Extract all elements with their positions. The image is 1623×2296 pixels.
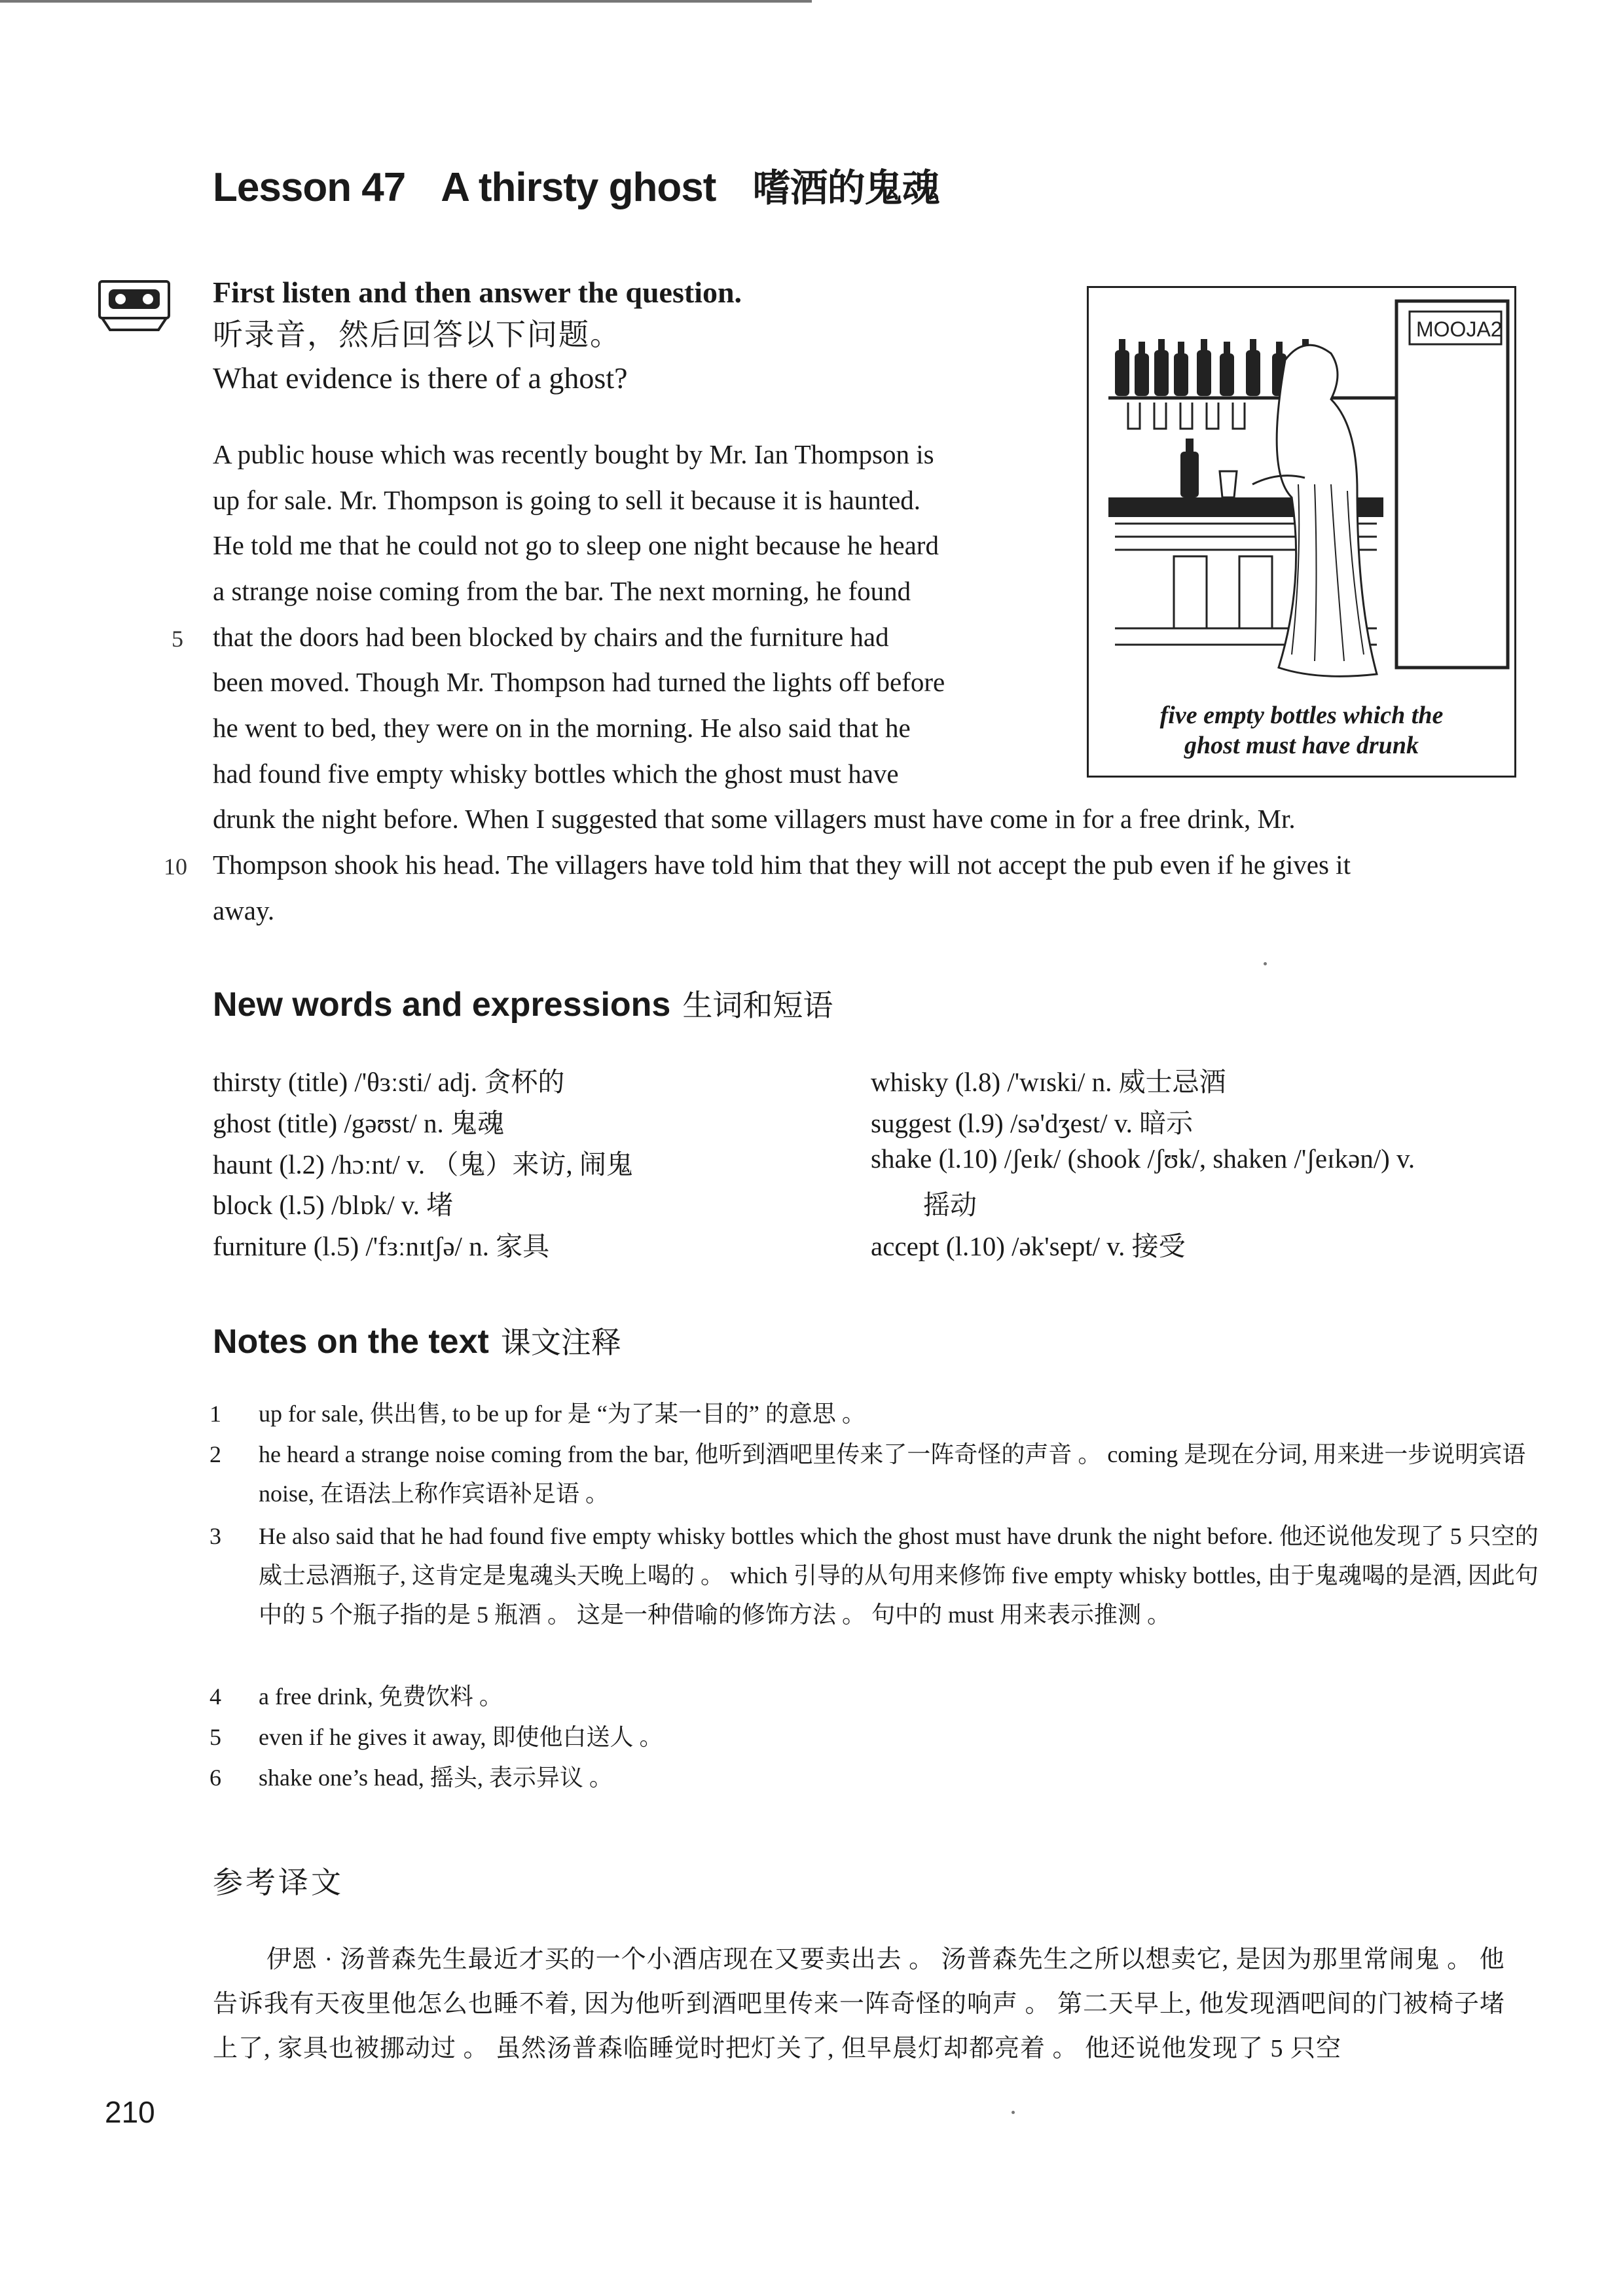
vocab-entry: furniture (l.5) /'fɜːnɪtʃə/ n. 家具 (213, 1231, 550, 1261)
lesson-title (213, 157, 966, 212)
note-text: he heard a strange noise coming from the bar, 他听到酒吧里传来了一阵奇怪的声音 。 coming 是现在分词, 用来进一步说明宾语 noise, 在语法上称作宾语补足语 。 (259, 1441, 1526, 1507)
new-words-heading (213, 982, 833, 1025)
vocab-entry: whisky (l.8) /'wɪski/ n. 威士忌酒 (871, 1067, 1226, 1097)
vocab-entry: thirsty (title) /'θɜːsti/ adj. 贪杯的 (213, 1067, 565, 1097)
passage-line: had found five empty whisky bottles which the ghost must have (213, 759, 899, 789)
cassette-icon (98, 280, 170, 332)
passage-line: away. (213, 895, 275, 925)
passage-line: Thompson shook his head. The villagers have told him that they will not accept the pub even if he gives it (213, 850, 1351, 880)
lesson-number: Lesson 47 (213, 165, 406, 210)
vocab-entry: shake (l.10) /ʃeɪk/ (shook /ʃʊk/, shaken /'ʃeɪkən/) v. (871, 1143, 1415, 1174)
notes-heading (213, 1319, 621, 1362)
caption-line: ghost must have drunk (1184, 732, 1419, 759)
passage-line: up for sale. Mr. Thompson is going to sell it because it is haunted. (213, 485, 921, 515)
notes-title: Notes on the text (213, 1323, 489, 1361)
passage-line: that the doors had been blocked by chairs and the furniture had (213, 622, 889, 652)
passage-line: he went to bed, they were on in the morning. He also said that he (213, 713, 911, 743)
notes-title-cn: 课文注释 (500, 1326, 621, 1359)
bar-scene-drawing (1089, 288, 1514, 694)
vocab-entry: suggest (l.9) /sə'dʒest/ v. 暗示 (871, 1108, 1194, 1138)
note-number: 3 (210, 1523, 221, 1549)
note-number: 2 (210, 1441, 221, 1467)
note-text: up for sale, 供出售, to be up for 是 “为了某一目的” 的意思 。 (259, 1401, 866, 1427)
ghost-illustration (1087, 286, 1516, 778)
note-number: 6 (210, 1765, 221, 1791)
comprehension-question: What evidence is there of a ghost? (213, 361, 628, 395)
passage-line: He told me that he could not go to sleep one night because he heard (213, 530, 939, 560)
translation-text: 伊恩 · 汤普森先生最近才买的一个小酒店现在又要卖出去 。 汤普森先生之所以想卖它, 是因为那里常闹鬼 。 他告诉我有天夜里他怎么也睡不着, 因为他听到酒吧里传来一阵奇怪的响声 。 第二天早上, 他发现酒吧间的门被椅子堵上了, 家具也被挪动过 。 虽然汤普森临睡觉时把灯关了, 但早晨灯却都亮着 。 他还说他发现了 5 只空 (213, 1946, 1506, 2062)
note-text: even if he gives it away, 即使他白送人 。 (259, 1724, 663, 1750)
scan-speck (1264, 962, 1267, 965)
vocab-entry: ghost (title) /gəʊst/ n. 鬼魂 (213, 1108, 504, 1138)
note-number: 1 (210, 1401, 221, 1427)
passage-line: A public house which was recently bought by Mr. Ian Thompson is (213, 439, 934, 469)
new-words-title: New words and expressions (213, 986, 671, 1024)
passage-line: drunk the night before. When I suggested that some villagers must have come in for a free drink, Mr. (213, 804, 1296, 834)
listening-instructions (213, 272, 1064, 400)
vocab-entry: accept (l.10) /ək'sept/ v. 接受 (871, 1231, 1186, 1261)
vocab-entry: 摇动 (923, 1190, 977, 1220)
caption-line: five empty bottles which the (1159, 702, 1444, 729)
note-text: He also said that he had found five empty whisky bottles which the ghost must have drunk the night before. 他还说他发现了 5 只空的威士忌酒瓶子, 这肯定是鬼魂头天晚上喝的 。 which 引导的从句用来修饰 five empty whisky bottles, 由于鬼魂喝的是酒, 因此句中的 5 个瓶子指的是 5 瓶酒 。 这是一种借喻的修饰方法 。 句中的 must 用来表示推测 。 (259, 1523, 1539, 1628)
page-number: 210 (105, 2095, 155, 2129)
passage-line: a strange noise coming from the bar. The next morning, he found (213, 576, 911, 606)
lesson-name: A thirsty ghost (441, 165, 716, 210)
note-number: 4 (210, 1683, 221, 1710)
translation-heading: 参考译文 (213, 1866, 344, 1899)
new-words-title-cn: 生词和短语 (682, 989, 833, 1022)
note-number: 5 (210, 1724, 221, 1750)
top-rule (0, 0, 812, 3)
line-number: 10 (164, 853, 187, 880)
scan-speck (1012, 2111, 1015, 2114)
vocab-entry: block (l.5) /blɒk/ v. 堵 (213, 1190, 454, 1220)
passage-line: been moved. Though Mr. Thompson had turned the lights off before (213, 667, 945, 697)
illustration-caption (1089, 700, 1514, 761)
note-text: shake one’s head, 摇头, 表示异议 。 (259, 1765, 613, 1791)
lesson-name-cn: 嗜酒的鬼魂 (752, 167, 939, 209)
instruction-english: First listen and then answer the question. (213, 276, 742, 309)
vocab-entry: haunt (l.2) /hɔːnt/ v. （鬼）来访, 闹鬼 (213, 1149, 633, 1179)
note-text: a free drink, 免费饮料 。 (259, 1683, 503, 1710)
line-number: 5 (172, 626, 183, 652)
instruction-chinese: 听录音，然后回答以下问题。 (213, 318, 621, 351)
door-sign-text: MOOJA2 (1416, 317, 1503, 341)
